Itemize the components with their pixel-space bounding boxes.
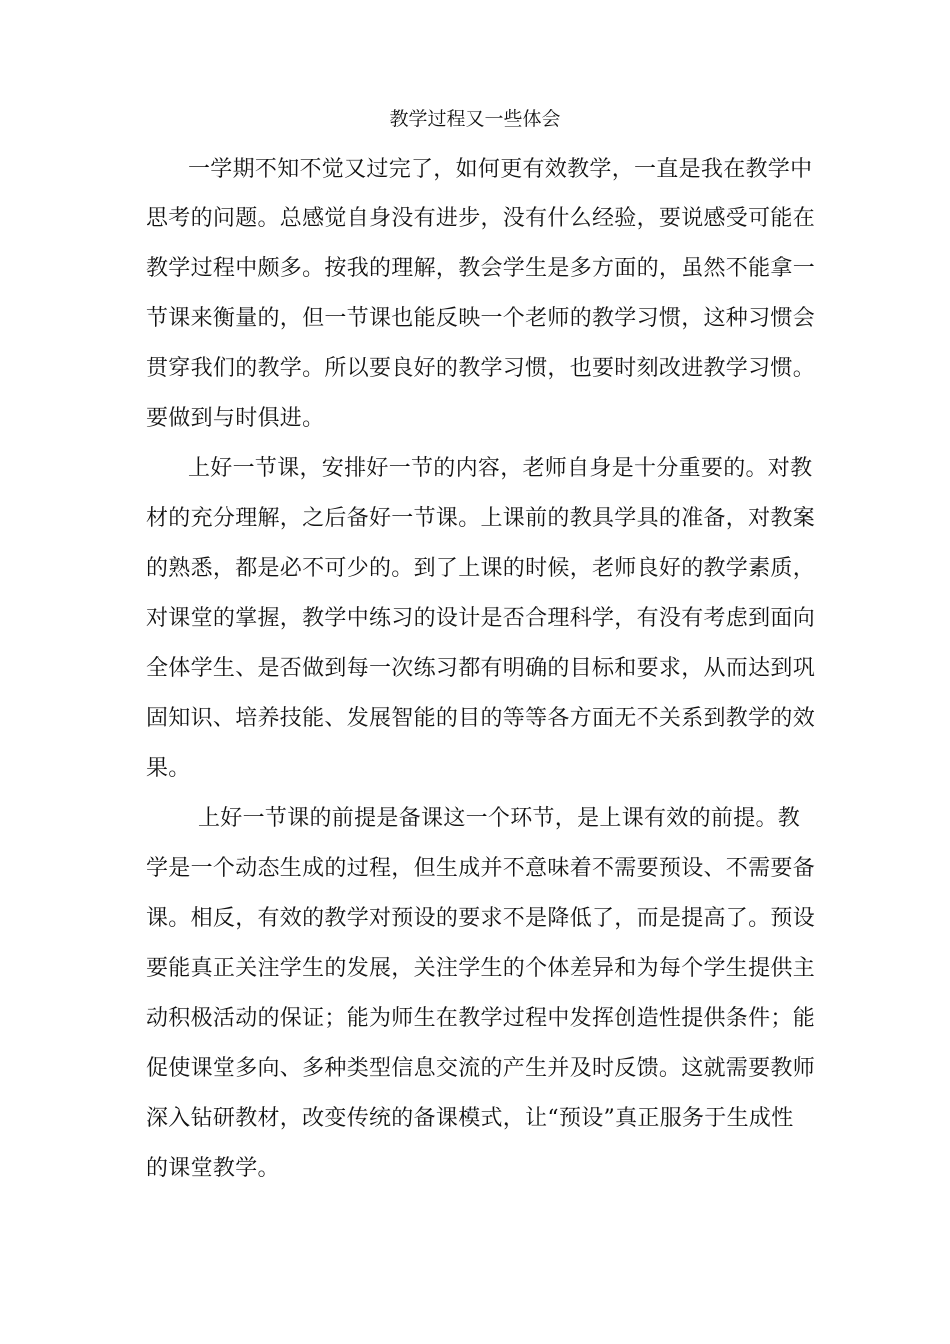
paragraph-1-line-3: 教学过程中颇多。按我的理解，教会学生是多方面的，虽然不能拿一 <box>146 256 816 281</box>
paragraph-1-line-2: 思考的问题。总感觉自身没有进步，没有什么经验，要说感受可能在 <box>146 206 816 231</box>
paragraph-2-line-7: 果。 <box>146 756 191 781</box>
paragraph-1-line-5: 贯穿我们的教学。所以要良好的教学习惯，也要时刻改进教学习惯。 <box>146 356 816 381</box>
paragraph-2-line-5: 全体学生、是否做到每一次练习都有明确的目标和要求，从而达到巩 <box>146 656 816 681</box>
paragraph-3-line-2: 学是一个动态生成的过程，但生成并不意味着不需要预设、不需要备 <box>146 856 816 881</box>
paragraph-2-line-3: 的熟悉，都是必不可少的。到了上课的时候，老师良好的教学素质， <box>146 556 816 581</box>
paragraph-3-line-3: 课。相反，有效的教学对预设的要求不是降低了，而是提高了。预设 <box>146 906 816 931</box>
paragraph-3-line-4: 要能真正关注学生的发展，关注学生的个体差异和为每个学生提供主 <box>146 956 816 981</box>
paragraph-2-line-1: 上好一节课，安排好一节的内容，老师自身是十分重要的。对教 <box>188 456 813 481</box>
paragraph-2-line-4: 对课堂的掌握，教学中练习的设计是否合理科学，有没有考虑到面向 <box>146 606 816 631</box>
paragraph-3-line-8: 的课堂教学。 <box>146 1156 280 1181</box>
paragraph-2-line-2: 材的充分理解，之后备好一节课。上课前的教具学具的准备，对教案 <box>146 506 816 531</box>
paragraph-1-line-4: 节课来衡量的，但一节课也能反映一个老师的教学习惯，这种习惯会 <box>146 306 816 331</box>
paragraph-1-line-1: 一学期不知不觉又过完了，如何更有效教学，一直是我在教学中 <box>188 157 813 182</box>
paragraph-3-line-5: 动积极活动的保证；能为师生在教学过程中发挥创造性提供条件；能 <box>146 1006 816 1031</box>
paragraph-3-line-6: 促使课堂多向、多种类型信息交流的产生并及时反馈。这就需要教师 <box>146 1056 816 1081</box>
paragraph-3-line-1: 上好一节课的前提是备课这一个环节，是上课有效的前提。教 <box>198 806 801 831</box>
paragraph-3-line-7: 深入钻研教材，改变传统的备课模式，让“预设”真正服务于生成性 <box>146 1106 794 1131</box>
document-title: 教学过程又一些体会 <box>389 108 561 130</box>
paragraph-1-line-6: 要做到与时俱进。 <box>146 406 325 431</box>
paragraph-2-line-6: 固知识、培养技能、发展智能的目的等等各方面无不关系到教学的效 <box>146 706 816 731</box>
